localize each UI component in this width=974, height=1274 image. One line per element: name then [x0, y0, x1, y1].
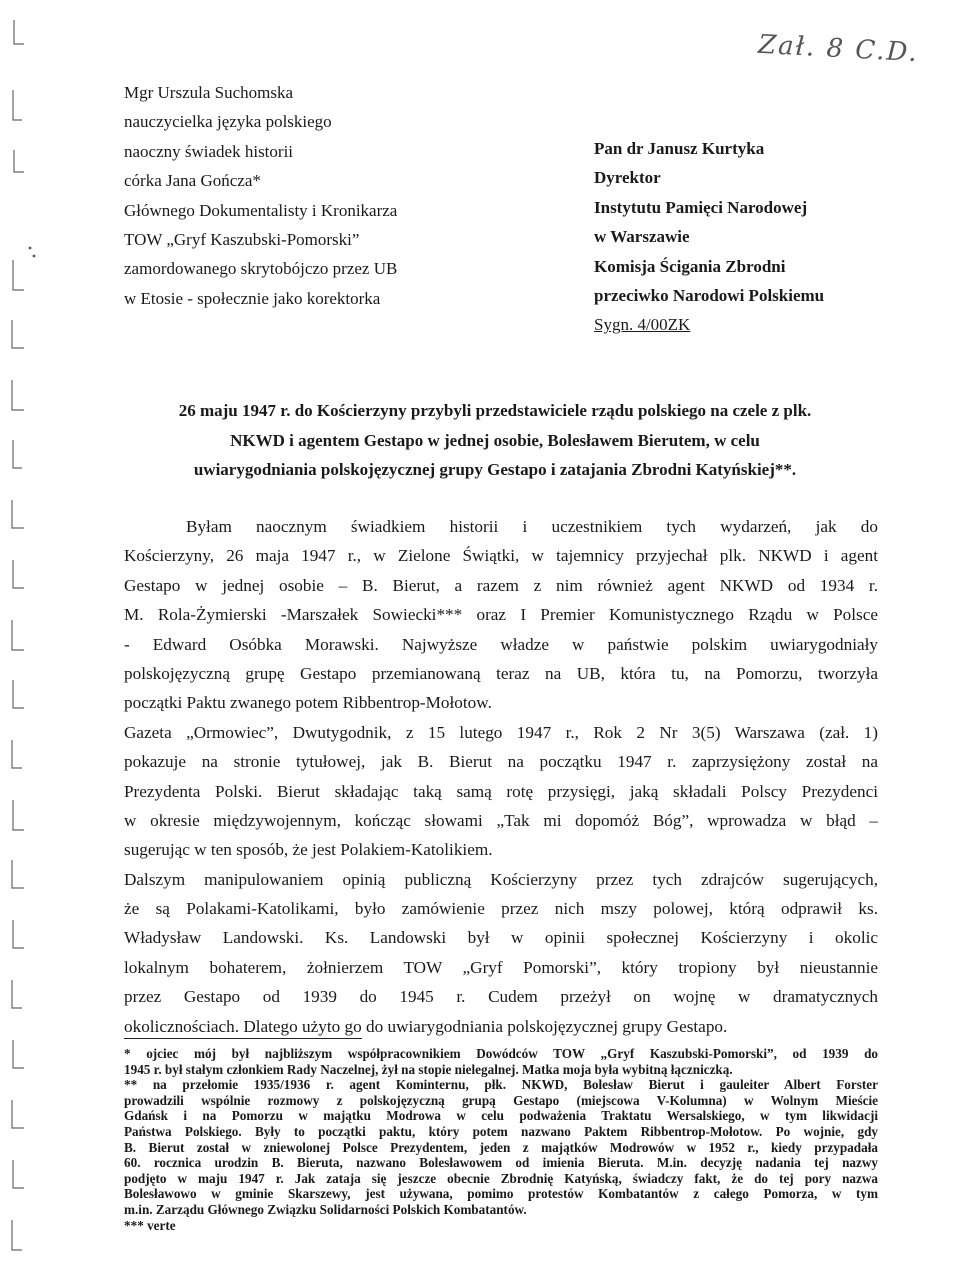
reference-number: Sygn. 4/00ZK [594, 315, 691, 335]
sender-line: nauczycielka języka polskiego [124, 112, 332, 132]
footnote-line: Państwa Polskiego. Były to początki paktu, który potem nazwano Paktem Ribbentrop-Mołotow. Po wojnie, gdy [124, 1123, 878, 1139]
footnotes [124, 1046, 878, 1233]
footnote-line: ** na przełomie 1935/1936 r. agent Kominternu, płk. NKWD, Bolesław Bierut i gauleiter Albert Forster [124, 1077, 878, 1093]
recipient-line: Komisja Ścigania Zbrodni [594, 256, 786, 276]
body-line: Dalszym manipulowaniem opinią publiczną Kościerzyny przez tych zdrajców sugerujących, [124, 869, 878, 889]
sender-line: w Etosie - społecznie jako korektorka [124, 288, 381, 308]
recipient-line: Instytutu Pamięci Narodowej [594, 197, 808, 217]
footnote-divider [124, 1038, 362, 1039]
headline-line: NKWD i agentem Gestapo w jednej osobie, Bolesławem Bierutem, w celu [230, 430, 760, 450]
body-line: sugerując w ten sposób, że jest Polakiem-Katolikiem. [124, 840, 493, 860]
body-line: Prezydenta Polski. Bierut składając taką samą rotę przysięgi, jaką składali Polscy Prezydenci [124, 781, 878, 801]
recipient-line: przeciwko Narodowi Polskiemu [594, 285, 825, 305]
body-line: Władysław Landowski. Ks. Landowski był w opinii społecznej Kościerzyny i okolic [124, 928, 878, 948]
binding-edge-marks [0, 0, 40, 1274]
body-line: pokazuje na stronie tytułowej, jak B. Bierut na początku 1947 r. zaprzysiężony został na [124, 752, 878, 772]
sender-line: zamordowanego skrytobójczo przez UB [124, 259, 398, 279]
footnote-line: podjęto w maju 1947 r. Jak zataja się jeszcze obecnie Zbrodnię Katyńską, świadczy fakt, że do tej pory nazwa [124, 1170, 878, 1186]
body-text [124, 512, 878, 1041]
footnote-line: prowadzili wspólnie rozmowy z polskojęzyczną grupą Gestapo (miejscowa V-Kolumna) w Wolnym Mieście [124, 1092, 878, 1108]
sender-line: córka Jana Gończa* [124, 171, 261, 191]
footnote-line: 60. rocznica urodzin B. Bieruta, nazwano Bolesławowem od imienia Bieruta. M.in. decyzję nadania tej nazwy [124, 1155, 878, 1171]
body-line: początki Paktu zwanego potem Ribbentrop-Mołotow. [124, 693, 492, 713]
headline-line: 26 maju 1947 r. do Kościerzyny przybyli przedstawiciele rządu polskiego na czele z plk. [178, 401, 812, 420]
headline-line: uwiarygodniania polskojęzycznej grupy Gestapo i zatajania Zbrodni Katyńskiej**. [193, 460, 797, 479]
body-line: okolicznościach. Dlatego użyto go do uwiarygodniania polskojęzycznej grupy Gestapo. [124, 1016, 728, 1036]
headline [70, 396, 920, 485]
body-line: - Edward Osóbka Morawski. Najwyższe władze w państwie polskim uwiarygodniały [124, 634, 878, 654]
sender-line: Mgr Urszula Suchomska [124, 83, 294, 102]
body-line: Byłam naocznym świadkiem historii i uczestnikiem tych wydarzeń, jak do [186, 517, 878, 536]
recipient-line: Pan dr Janusz Kurtyka [594, 139, 765, 158]
body-line: polskojęzyczną grupę Gestapo przemianowaną teraz na UB, która tu, na Pomorzu, tworzyła [124, 663, 878, 683]
recipient-block [594, 134, 824, 340]
footnote-line: Gdańsk i na Pomorzu w majątku Modrowa w celu podważenia Traktatu Wersalskiego, w tym likwidacji [124, 1108, 878, 1124]
body-line: Gazeta „Ormowiec”, Dwutygodnik, z 15 lutego 1947 r., Rok 2 Nr 3(5) Warszawa (zał. 1) [124, 722, 878, 742]
footnote-line: * ojciec mój był najbliższym współpracownikiem Dowódców TOW „Gryf Kaszubski-Pomorski”, od 1939 do [124, 1046, 878, 1061]
recipient-line: w Warszawie [594, 227, 690, 247]
body-line: lokalnym bohaterem, żołnierzem TOW „Gryf Pomorski”, który tropiony był nieustannie [124, 957, 878, 977]
body-line: w okresie międzywojennym, kończąc słowami „Tak mi dopomóż Bóg”, wprowadza w błąd – [124, 810, 878, 830]
footnote-verte: *** verte [124, 1217, 176, 1233]
footnote-line: B. Bierut został w zniewolonej Polsce Prezydentem, jeden z majątków Modrowów w 1952 r., kiedy przypadała [124, 1139, 878, 1155]
body-line: przez Gestapo od 1939 do 1945 r. Cudem przeżył on wojnę w dramatycznych [124, 987, 878, 1007]
body-line: Gestapo w jednej osobie – B. Bierut, a razem z nim również agent NKWD od 1934 r. [124, 575, 878, 595]
footnote-line: 1945 r. był stałym członkiem Rady Naczelnej, żył na stopie nielegalnej. Matka moja była wybitną łączniczką. [124, 1061, 733, 1077]
recipient-line: Dyrektor [594, 168, 661, 188]
footnote-line: m.in. Zarządu Głównego Związku Solidarności Polskich Kombatantów. [124, 1201, 527, 1217]
footnote-line: Bolesławowo w gminie Skarszewy, jest używana, pomimo protestów Kombatantów z całego Pomorza, w tym [124, 1186, 878, 1202]
body-line: Kościerzyny, 26 maja 1947 r., w Zielone Świątki, w tajemnicy przyjechał plk. NKWD i agent [124, 546, 878, 566]
sender-line: Głównego Dokumentalisty i Kronikarza [124, 200, 398, 220]
sender-line: TOW „Gryf Kaszubski-Pomorski” [124, 229, 360, 249]
sender-block [124, 78, 397, 313]
handwritten-annotation: Zał. 8 C.D. [757, 29, 920, 69]
sender-line: naoczny świadek historii [124, 141, 294, 161]
body-line: M. Rola-Żymierski -Marszałek Sowiecki*** oraz I Premier Komunistycznego Rządu w Polsce [124, 605, 878, 625]
body-line: że są Polakami-Katolikami, było zamówienie przez nich mszy polowej, którą odprawił ks. [124, 899, 878, 919]
